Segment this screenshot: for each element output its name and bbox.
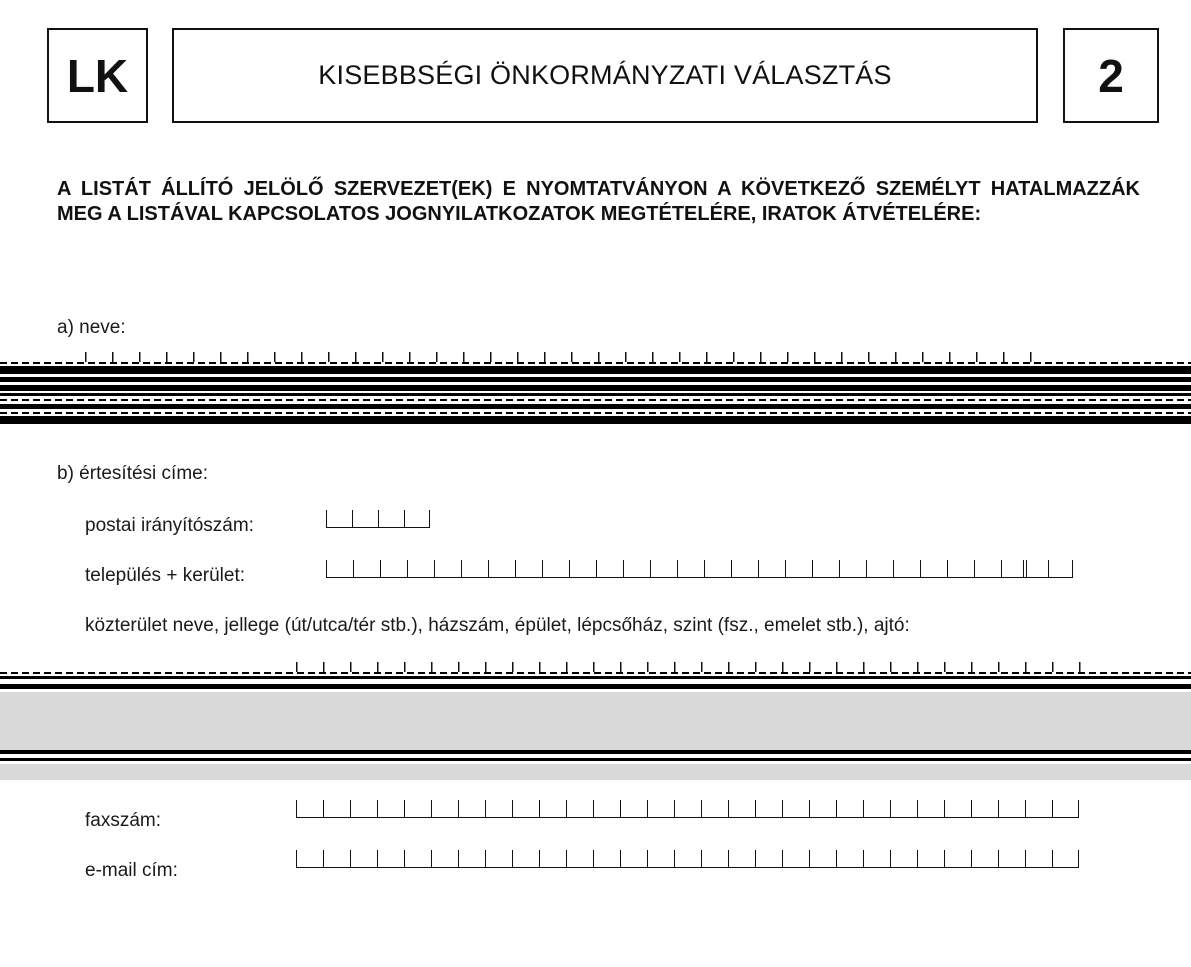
settlement-field[interactable] bbox=[326, 560, 1027, 578]
name-label: a) neve: bbox=[57, 317, 126, 338]
street-field-redaction bbox=[0, 672, 1191, 780]
address-label: b) értesítési címe: bbox=[57, 463, 208, 484]
district-field[interactable] bbox=[1023, 560, 1073, 578]
street-field-ticks bbox=[296, 662, 1096, 672]
page-number-box bbox=[1063, 28, 1159, 123]
form-code: LK bbox=[66, 49, 129, 102]
postal-code-label: postai irányítószám: bbox=[85, 515, 254, 536]
page-number: 2 bbox=[1098, 49, 1124, 102]
street-label: közterület neve, jellege (út/utca/tér stb.), házszám, épület, lépcsőház, szint (fsz., emelet stb.), ajtó: bbox=[85, 615, 910, 636]
fax-field[interactable] bbox=[296, 800, 1079, 818]
email-field[interactable] bbox=[296, 850, 1079, 868]
name-field-redaction bbox=[0, 362, 1191, 427]
form-code-box bbox=[47, 28, 148, 123]
postal-code-field[interactable] bbox=[326, 510, 430, 528]
fax-label: faxszám: bbox=[85, 810, 162, 831]
name-field-ticks bbox=[85, 352, 1040, 362]
instruction-text: A LISTÁT ÁLLÍTÓ JELÖLŐ SZERVEZET(EK) E NYOMTATVÁNYON A KÖVETKEZŐ SZEMÉLYT HATALMAZZÁK MEG A LISTÁVAL KAPCSOLATOS JOGNYILATKOZATOK MEGTÉTELÉRE, IRATOK ÁTVÉTELÉRE: bbox=[57, 178, 1140, 225]
settlement-label: település + kerület: bbox=[85, 565, 246, 586]
form-title: KISEBBSÉGI ÖNKORMÁNYZATI VÁLASZTÁS bbox=[318, 60, 892, 90]
form-title-box bbox=[172, 28, 1038, 123]
email-label: e-mail cím: bbox=[85, 860, 178, 881]
